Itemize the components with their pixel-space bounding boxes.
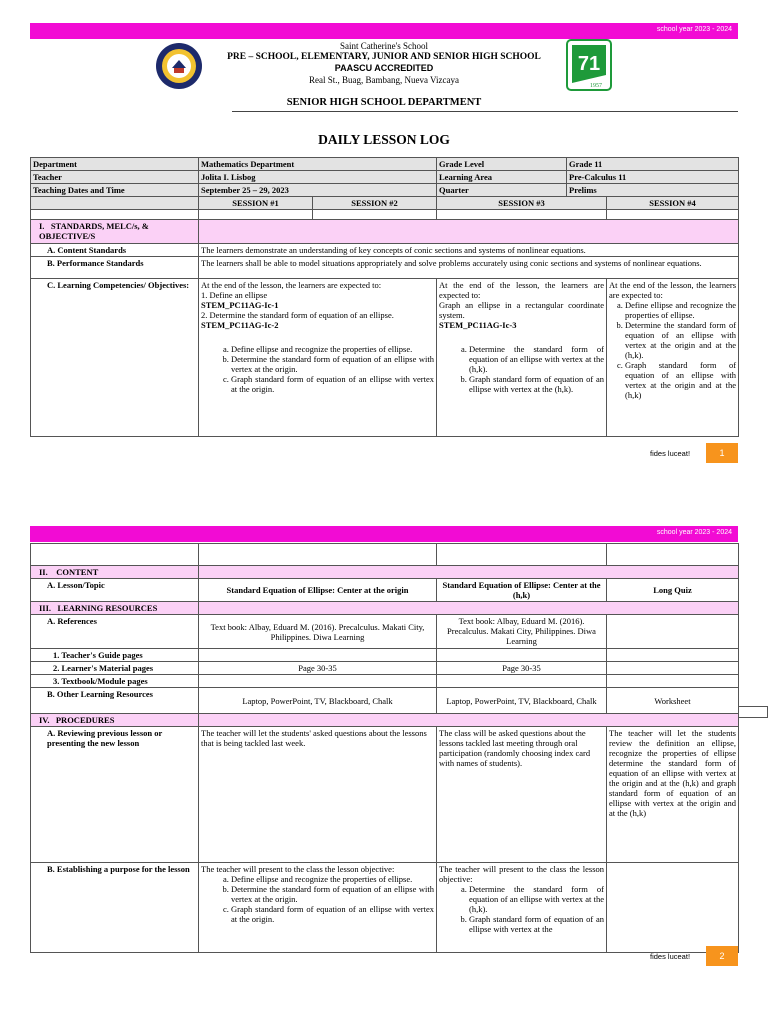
section-3-heading: III. LEARNING RESOURCES [31,602,199,615]
section-4-heading: IV. PROCEDURES [31,714,199,727]
anniversary-logo-icon [566,39,612,91]
learners-material-label: 2. Learner's Material pages [31,662,199,675]
teachers-guide-label: 1. Teacher's Guide pages [31,649,199,662]
session-1-objectives: At the end of the lesson, the learners are expected to: 1. Define an ellipse STEM_PC11AG-Ic-1 2. Determine the standard form of equation of an ellipse. STEM_PC11AG-Ic-2 a. Define ellipse and recognize the properties of ellipse. b. Determine the standard form of equation of an ellipse with vertex at the origin. c. Graph standard form of equation of an ellipse with vertex at the origin. [199,279,437,437]
content-standards: The learners demonstrate an understanding of key concepts of conic sections and systems of nonlinear equations. [199,244,739,257]
review-session-1: The teacher will let the students' asked questions about the lessons that is being tackled last week. [199,727,437,863]
logo-number: 71 [577,53,601,75]
label-area: Learning Area [437,171,567,184]
page-number-2: 2 [706,946,738,966]
performance-standards: The learners shall be able to model situations appropriately and solve problems accurately using conic sections and systems of nonlinear equations. [199,257,739,279]
school-levels: PRE – SCHOOL, ELEMENTARY, JUNIOR AND SENIOR HIGH SCHOOL [227,52,541,62]
value-area: Pre-Calculus 11 [567,171,739,184]
other-resources-session-1: Laptop, PowerPoint, TV, Blackboard, Chalk [199,688,437,714]
performance-standards-label: B. Performance Standards [31,257,199,279]
topic-session-1: Standard Equation of Ellipse: Center at the origin [199,579,437,602]
review-session-3: The class will be asked questions about the lessons tackled last meeting through oral participation (randomly choosing index card with names of students). [437,727,607,863]
section-2-heading: II. CONTENT [31,566,199,579]
label-department: Department [31,158,199,171]
competencies-label: C. Learning Competencies/ Objectives: [31,279,199,437]
overflow-cell [738,706,768,718]
school-year: school year 2023 - 2024 [656,26,732,33]
session-2-header: SESSION #2 [313,197,437,210]
session-3-objectives: At the end of the lesson, the learners are expected to: Graph an ellipse in a rectangular coordinate system. STEM_PC11AG-Ic-3 a. Determine the standard form of equation of an ellipse with vertex at the (h,k). b. Graph standard form of equation of an ellipse with vertex at the (h,k). [437,279,607,437]
session-3-header: SESSION #3 [437,197,607,210]
references-label: A. References [31,615,199,649]
topic-session-4: Long Quiz [607,579,739,602]
other-resources-label: B. Other Learning Resources [31,688,199,714]
references-session-3: Text book: Albay, Eduard M. (2016). Precalculus. Makati City, Philippines. Diwa Learning [437,615,607,649]
purpose-label: B. Establishing a purpose for the lesson [31,863,199,953]
page-title: DAILY LESSON LOG [318,132,450,147]
school-address: Real St., Buag, Bambang, Nueva Vizcaya [308,75,459,85]
topic-session-3: Standard Equation of Ellipse: Center at the (h,k) [437,579,607,602]
purpose-session-1: The teacher will present to the class the lesson objective: a. Define ellipse and recognize the properties of ellipse. b. Determine the standard form of equation of an ellipse with vertex at the origin. c. Graph standard form of equation of an ellipse with vertex at the origin. [199,863,437,953]
accreditation: PAASCU ACCREDITED [334,63,434,73]
review-label: A. Reviewing previous lesson or presenting the new lesson [31,727,199,863]
heading-rule [232,111,738,112]
references-session-1: Text book: Albay, Eduard M. (2016). Precalculus. Makati City, Philippines. Diwa Learning [199,615,437,649]
page-number-1: 1 [706,443,738,463]
motto-page2: fides luceat! [650,952,691,961]
content-standards-label: A. Content Standards [31,244,199,257]
learners-material-session-3: Page 30-35 [437,662,607,675]
lesson-log-table-page2 [30,543,739,953]
school-name: Saint Catherine's School [339,41,429,51]
label-dates: Teaching Dates and Time [31,184,199,197]
value-department: Mathematics Department [199,158,437,171]
logo-year: 1957 [590,83,602,89]
topic-label: A. Lesson/Topic [31,579,199,602]
learners-material-session-1: Page 30-35 [199,662,437,675]
lesson-log-table-page1 [30,157,739,437]
session-4-objectives: At the end of the lesson, the learners are expected to: a. Define ellipse and recognize the properties of ellipse. b. Determine the standard form of equation of an ellipse with vertex at the origin and at the (h,k). c. Graph standard form of equation of an ellipse with vertex at the origin and at the (h,k) [607,279,739,437]
school-year-page2: school year 2023 - 2024 [656,529,732,536]
value-grade: Grade 11 [567,158,739,171]
session-1-header: SESSION #1 [199,197,313,210]
label-teacher: Teacher [31,171,199,184]
motto-page1: fides luceat! [650,449,691,458]
review-session-4: The teacher will let the students review the definition an ellipse, recognize the properties of ellipse determine the standard form of equation of an ellipse with vertex at the origin and at the (h,k) and graph standard form of equation of an ellipse with vertex at the origin and at the (h,k) [607,727,739,863]
value-quarter: Prelims [567,184,739,197]
page1-header-band [30,23,738,39]
purpose-session-3: The teacher will present to the class the lesson objective: a. Determine the standard form of equation of an ellipse with vertex at the (h,k). b. Graph standard form of equation of an ellipse with vertex at the [437,863,607,953]
department-heading: SENIOR HIGH SCHOOL DEPARTMENT [286,97,482,108]
other-resources-session-3: Laptop, PowerPoint, TV, Blackboard, Chalk [437,688,607,714]
session-4-header: SESSION #4 [607,197,739,210]
section-1-heading: I. STANDARDS, MELC/s, & OBJECTIVE/S [31,220,199,244]
page2-header-band [30,526,738,542]
label-grade: Grade Level [437,158,567,171]
textbook-label: 3. Textbook/Module pages [31,675,199,688]
other-resources-session-4: Worksheet [607,688,739,714]
value-dates: September 25 – 29, 2023 [199,184,437,197]
label-quarter: Quarter [437,184,567,197]
value-teacher: Jolita I. Lisbog [199,171,437,184]
